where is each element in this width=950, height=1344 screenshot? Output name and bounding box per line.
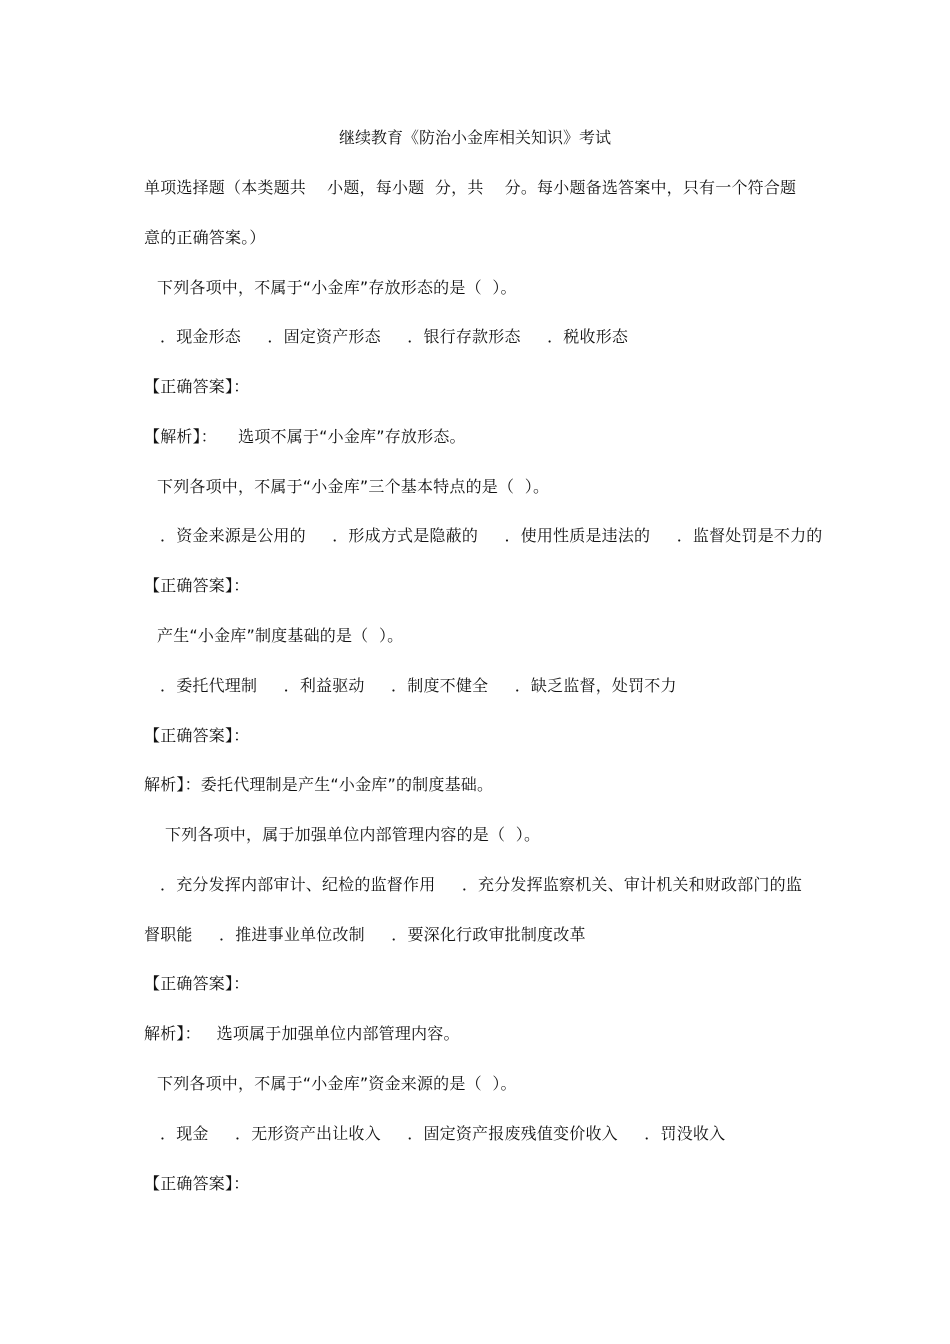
question-4-options-line-1: ．充分发挥内部审计、纪检的监督作用 ．充分发挥监察机关、审计机关和财政部门的监: [160, 875, 803, 894]
question-4-options-line-2: 督职能 ．推进事业单位改制 ．要深化行政审批制度改革: [144, 925, 586, 944]
question-1-stem: 下列各项中，不属于“小金库”存放形态的是（ ）。: [157, 278, 517, 297]
question-2-answer: 【正确答案】：: [144, 576, 250, 595]
question-3-analysis: 解析】：委托代理制是产生“小金库”的制度基础。: [144, 775, 494, 794]
document-title: 继续教育《防治小金库相关知识》考试: [338, 128, 611, 147]
question-3-answer: 【正确答案】：: [144, 726, 250, 745]
question-2-stem: 下列各项中，不属于“小金库”三个基本特点的是（ ）。: [157, 477, 550, 496]
question-3-options: ．委托代理制 ．利益驱动 ．制度不健全 ．缺乏监督，处罚不力: [160, 676, 677, 695]
question-2-options: ．资金来源是公用的 ．形成方式是隐蔽的 ．使用性质是违法的 ．监督处罚是不力的: [160, 526, 823, 545]
question-5-options: ．现金 ．无形资产出让收入 ．固定资产报废残值变价收入 ．罚没收入: [160, 1124, 726, 1143]
question-5-answer: 【正确答案】：: [144, 1174, 250, 1193]
question-4-stem: 下列各项中，属于加强单位内部管理内容的是（ ）。: [165, 825, 541, 844]
question-1-analysis: 【解析】： 选项不属于“小金库”存放形态。: [144, 427, 466, 446]
question-1-answer: 【正确答案】：: [144, 377, 250, 396]
section-intro-line-1: 单项选择题（本类题共 小题，每小题 分，共 分。每小题备选答案中，只有一个符合题: [144, 178, 797, 197]
question-4-analysis: 解析】： 选项属于加强单位内部管理内容。: [144, 1024, 460, 1043]
question-4-answer: 【正确答案】：: [144, 974, 250, 993]
question-1-options: ．现金形态 ．固定资产形态 ．银行存款形态 ．税收形态: [160, 327, 629, 346]
question-5-stem: 下列各项中，不属于“小金库”资金来源的是（ ）。: [157, 1074, 517, 1093]
question-3-stem: 产生“小金库”制度基础的是（ ）。: [157, 626, 404, 645]
section-intro-line-2: 意的正确答案。）: [144, 228, 266, 247]
